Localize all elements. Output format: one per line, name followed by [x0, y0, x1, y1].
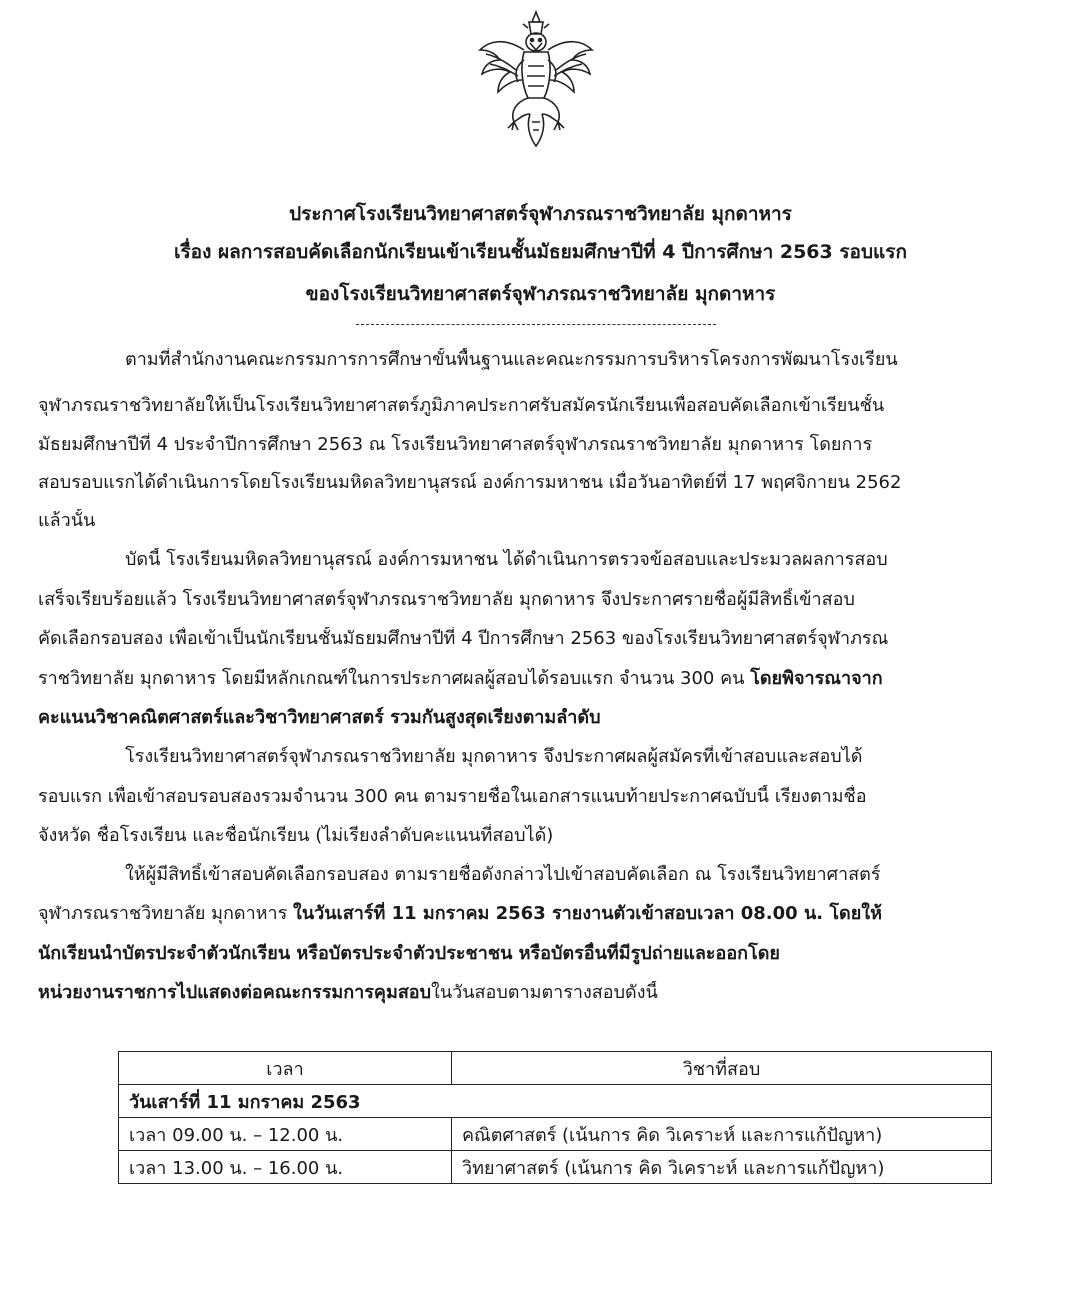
- exam-subject: คณิตศาสตร์ (เน้นการ คิด วิเคราะห์ และการแก้ปัญหา): [452, 1118, 992, 1151]
- title-divider: [356, 324, 716, 325]
- table-header-row: [119, 1052, 992, 1085]
- exam-time: เวลา 09.00 น. – 12.00 น.: [119, 1118, 452, 1151]
- exam-day: วันเสาร์ที่ 11 มกราคม 2563: [119, 1085, 992, 1118]
- paragraph-2-bold-line: คะแนนวิชาคณิตศาสตร์และวิชาวิทยาศาสตร์ รวมกันสูงสุดเรียงตามลำดับ: [38, 707, 601, 728]
- announcement-subtitle: ของโรงเรียนวิทยาศาสตร์จุฬาภรณราชวิทยาลัย มุกดาหาร: [305, 283, 776, 305]
- paragraph-2-line-4-text: ราชวิทยาลัย มุกดาหาร โดยมีหลักเกณฑ์ในการประกาศผลผู้สอบได้รอบแรก จำนวน 300 คน: [38, 668, 751, 689]
- paragraph-4-line-2-text: จุฬาภรณราชวิทยาลัย มุกดาหาร: [38, 903, 294, 924]
- table-row: [119, 1118, 992, 1151]
- paragraph-4-line-4: [38, 981, 1046, 1005]
- paragraph-1-line-1: ตามที่สำนักงานคณะกรรมการการศึกษาขั้นพื้นฐานและคณะกรรมการบริหารโครงการพัฒนาโรงเรียน: [125, 349, 898, 370]
- paragraph-1-line-2: จุฬาภรณราชวิทยาลัยให้เป็นโรงเรียนวิทยาศาสตร์ภูมิภาคประกาศรับสมัครนักเรียนเพื่อสอบคัดเลือกเข้าเรียนชั้น: [38, 395, 885, 416]
- paragraph-4-line-3: นักเรียนนำบัตรประจำตัวนักเรียน หรือบัตรประจำตัวประชาชน หรือบัตรอื่นที่มีรูปถ่ายและออกโดย: [38, 943, 780, 964]
- announcement-subject: เรื่อง ผลการสอบคัดเลือกนักเรียนเข้าเรียนชั้นมัธยมศึกษาปีที่ 4 ปีการศึกษา 2563 รอบแรก: [173, 241, 907, 263]
- paragraph-1-line-3: มัธยมศึกษาปีที่ 4 ประจำปีการศึกษา 2563 ณ โรงเรียนวิทยาศาสตร์จุฬาภรณราชวิทยาลัย มุกดาหาร โดยการ: [38, 434, 873, 455]
- header-subject: วิชาที่สอบ: [452, 1052, 992, 1085]
- paragraph-2-line-2: เสร็จเรียบร้อยแล้ว โรงเรียนวิทยาศาสตร์จุฬาภรณราชวิทยาลัย มุกดาหาร จึงประกาศรายชื่อผู้มีสิทธิ์เข้าสอบ: [38, 589, 855, 610]
- paragraph-2-line-1: บัดนี้ โรงเรียนมหิดลวิทยานุสรณ์ องค์การมหาชน ได้ดำเนินการตรวจข้อสอบและประมวลผลการสอบ: [125, 549, 888, 570]
- paragraph-4-line-4-text: ในวันสอบตามตารางสอบดังนี้: [431, 982, 658, 1003]
- paragraph-1-line-4: สอบรอบแรกได้ดำเนินการโดยโรงเรียนมหิดลวิทยานุสรณ์ องค์การมหาชน เมื่อวันอาทิตย์ที่ 17 พฤศจิกายน 2562: [38, 472, 902, 493]
- paragraph-1-line-5: แล้วนั้น: [38, 510, 96, 531]
- exam-subject: วิทยาศาสตร์ (เน้นการ คิด วิเคราะห์ และการแก้ปัญหา): [452, 1151, 992, 1184]
- table-day-row: [119, 1085, 992, 1118]
- paragraph-3-line-3: จังหวัด ชื่อโรงเรียน และชื่อนักเรียน (ไม่เรียงลำดับคะแนนที่สอบได้): [38, 825, 554, 846]
- paragraph-4-line-2: [38, 902, 1046, 926]
- garuda-emblem-icon: [476, 10, 596, 150]
- paragraph-4-line-1: ให้ผู้มีสิทธิ์เข้าสอบคัดเลือกรอบสอง ตามรายชื่อดังกล่าวไปเข้าสอบคัดเลือก ณ โรงเรียนวิทยาศาสตร์: [125, 864, 881, 885]
- paragraph-4-line-4-bold: หน่วยงานราชการไปแสดงต่อคณะกรรมการคุมสอบ: [38, 982, 432, 1003]
- announcement-title: ประกาศโรงเรียนวิทยาศาสตร์จุฬาภรณราชวิทยาลัย มุกดาหาร: [289, 203, 792, 225]
- header-time: เวลา: [119, 1052, 452, 1085]
- table-row: [119, 1151, 992, 1184]
- paragraph-2-bold-tail: โดยพิจารณาจาก: [750, 668, 883, 689]
- paragraph-3-line-2: รอบแรก เพื่อเข้าสอบรอบสองรวมจำนวน 300 คน ตามรายชื่อในเอกสารแนบท้ายประกาศฉบับนี้ เรียงตามชื่อ: [38, 786, 867, 807]
- exam-schedule-table: [118, 1051, 992, 1184]
- paragraph-2-line-3: คัดเลือกรอบสอง เพื่อเข้าเป็นนักเรียนชั้นมัธยมศึกษาปีที่ 4 ปีการศึกษา 2563 ของโรงเรียนวิทยาศาสตร์จุฬาภรณ: [38, 628, 889, 649]
- paragraph-3-line-1: โรงเรียนวิทยาศาสตร์จุฬาภรณราชวิทยาลัย มุกดาหาร จึงประกาศผลผู้สมัครที่เข้าสอบและสอบได้: [125, 746, 863, 767]
- exam-time: เวลา 13.00 น. – 16.00 น.: [119, 1151, 452, 1184]
- paragraph-2-line-4: [38, 667, 1046, 691]
- paragraph-4-line-2-bold: ในวันเสาร์ที่ 11 มกราคม 2563 รายงานตัวเข้าสอบเวลา 08.00 น. โดยให้: [293, 903, 882, 924]
